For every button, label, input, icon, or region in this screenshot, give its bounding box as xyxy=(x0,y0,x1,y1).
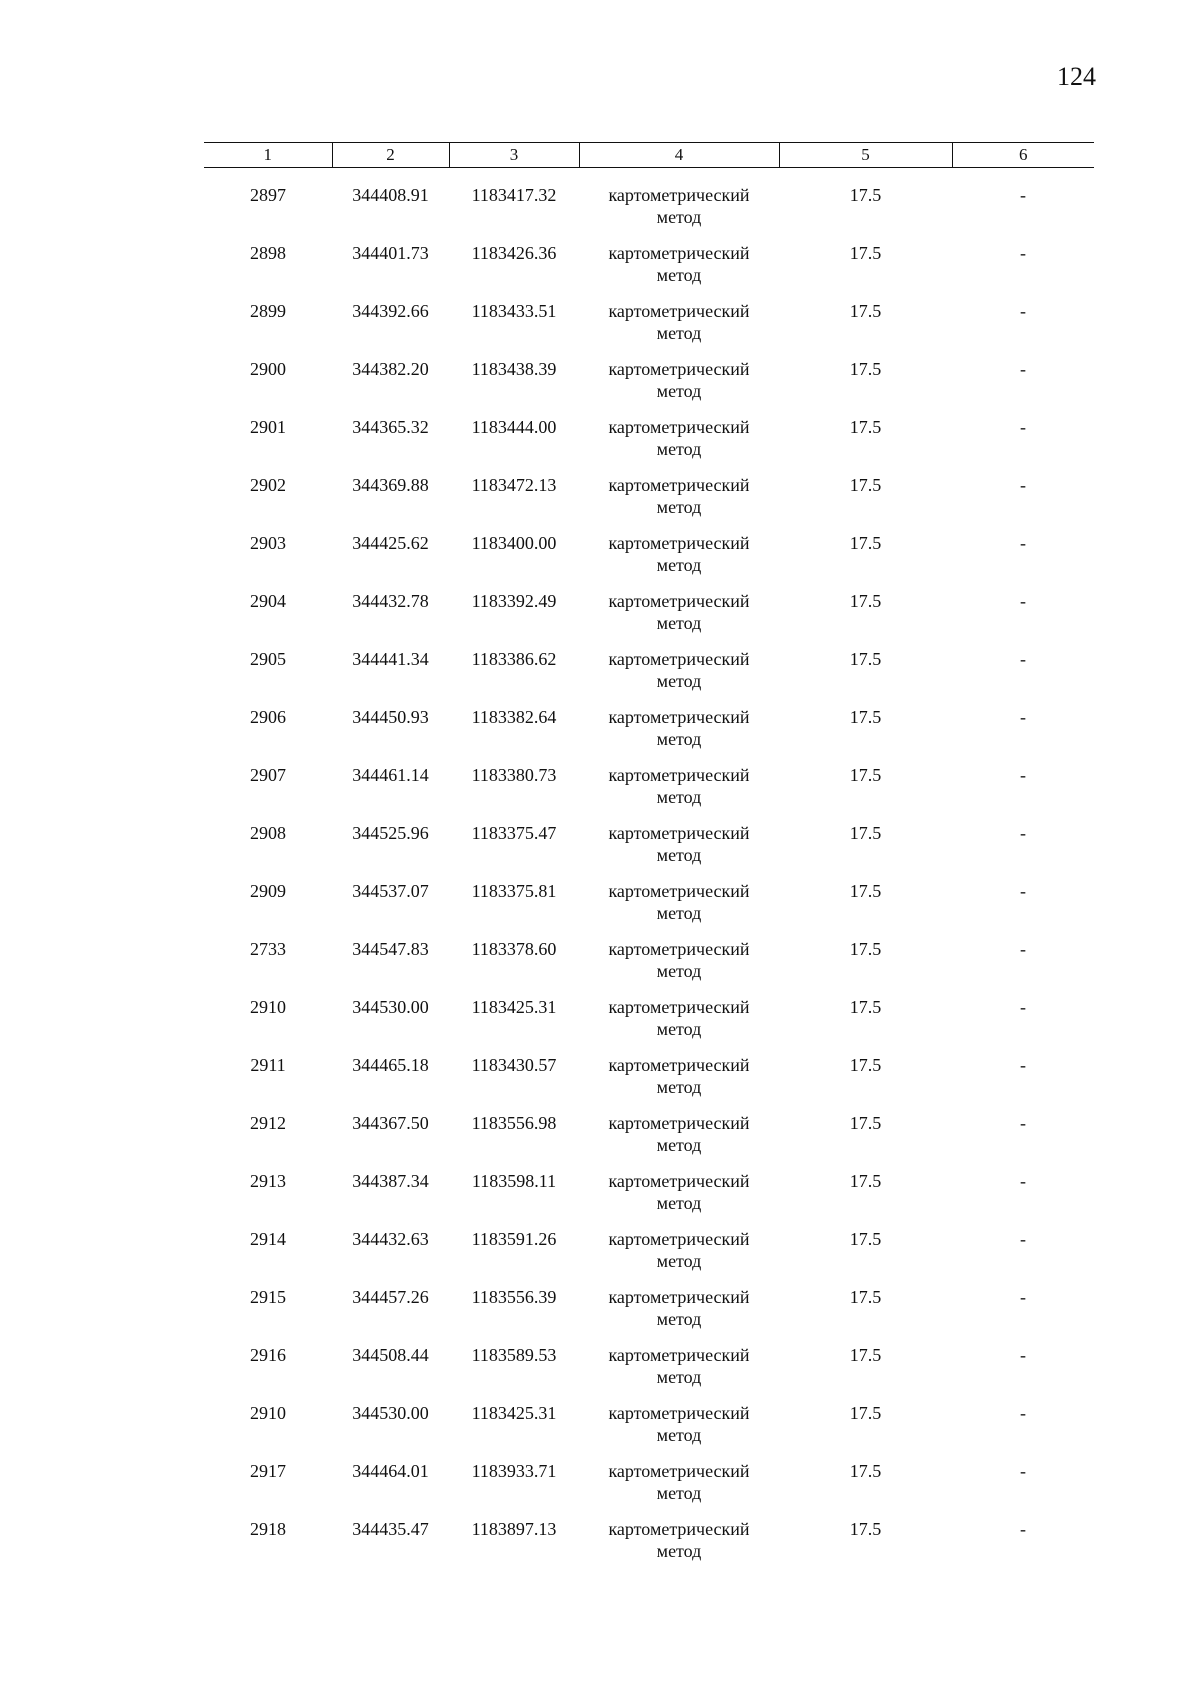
table-row xyxy=(204,242,1094,300)
method-line-2: метод xyxy=(656,903,702,923)
method-cell xyxy=(579,1112,779,1170)
x-coordinate-cell: 344365.32 xyxy=(352,417,429,437)
x-coordinate-cell: 344441.34 xyxy=(352,649,429,669)
method-cell xyxy=(579,1054,779,1112)
accuracy-cell: 17.5 xyxy=(849,881,882,901)
table-row xyxy=(204,1054,1094,1112)
point-number-cell: 2913 xyxy=(250,1171,286,1191)
table-row xyxy=(204,996,1094,1054)
accuracy-cell: 17.5 xyxy=(849,185,882,205)
method-cell xyxy=(579,358,779,416)
note-cell: - xyxy=(1020,881,1026,901)
method-line-2: метод xyxy=(656,323,702,343)
y-coordinate-cell: 1183472.13 xyxy=(471,475,557,495)
note-cell: - xyxy=(1020,997,1026,1017)
method-line-1: картометрический xyxy=(608,1403,750,1423)
method-cell xyxy=(579,1228,779,1286)
method-cell xyxy=(579,300,779,358)
note-cell: - xyxy=(1020,417,1026,437)
method-cell xyxy=(579,168,779,243)
note-cell: - xyxy=(1020,1461,1026,1481)
table-row xyxy=(204,590,1094,648)
coordinates-table xyxy=(204,142,1094,1576)
method-line-1: картометрический xyxy=(608,533,750,553)
x-coordinate-cell: 344367.50 xyxy=(352,1113,429,1133)
method-line-2: метод xyxy=(656,1135,702,1155)
point-number-cell: 2733 xyxy=(250,939,286,959)
accuracy-cell: 17.5 xyxy=(849,939,882,959)
table-row xyxy=(204,880,1094,938)
method-cell xyxy=(579,880,779,938)
method-line-2: метод xyxy=(656,787,702,807)
accuracy-cell: 17.5 xyxy=(849,1403,882,1423)
method-cell xyxy=(579,532,779,590)
accuracy-cell: 17.5 xyxy=(849,533,882,553)
accuracy-cell: 17.5 xyxy=(849,1113,882,1133)
x-coordinate-cell: 344432.78 xyxy=(352,591,429,611)
method-line-2: метод xyxy=(656,961,702,981)
table-row xyxy=(204,1286,1094,1344)
accuracy-cell: 17.5 xyxy=(849,707,882,727)
note-cell: - xyxy=(1020,243,1026,263)
method-line-1: картометрический xyxy=(608,707,750,727)
table-row xyxy=(204,1518,1094,1576)
accuracy-cell: 17.5 xyxy=(849,1171,882,1191)
x-coordinate-cell: 344401.73 xyxy=(352,243,429,263)
accuracy-cell: 17.5 xyxy=(849,1287,882,1307)
accuracy-cell: 17.5 xyxy=(849,765,882,785)
note-cell: - xyxy=(1020,939,1026,959)
page-number: 124 xyxy=(1057,62,1096,91)
method-line-1: картометрический xyxy=(608,997,750,1017)
method-cell xyxy=(579,416,779,474)
accuracy-cell: 17.5 xyxy=(849,1461,882,1481)
y-coordinate-cell: 1183598.11 xyxy=(471,1171,557,1191)
note-cell: - xyxy=(1020,823,1026,843)
x-coordinate-cell: 344457.26 xyxy=(352,1287,429,1307)
method-cell xyxy=(579,648,779,706)
table-row xyxy=(204,1170,1094,1228)
x-coordinate-cell: 344547.83 xyxy=(352,939,429,959)
method-line-2: метод xyxy=(656,1425,702,1445)
note-cell: - xyxy=(1020,1113,1026,1133)
y-coordinate-cell: 1183386.62 xyxy=(471,649,557,669)
method-cell xyxy=(579,1460,779,1518)
method-line-2: метод xyxy=(656,1367,702,1387)
method-line-1: картометрический xyxy=(608,417,750,437)
column-header-3: 3 xyxy=(449,143,579,168)
note-cell: - xyxy=(1020,301,1026,321)
x-coordinate-cell: 344464.01 xyxy=(352,1461,429,1481)
x-coordinate-cell: 344432.63 xyxy=(352,1229,429,1249)
y-coordinate-cell: 1183425.31 xyxy=(471,1403,557,1423)
accuracy-cell: 17.5 xyxy=(849,417,882,437)
column-header-1: 1 xyxy=(204,143,332,168)
method-line-2: метод xyxy=(656,1251,702,1271)
method-cell xyxy=(579,822,779,880)
method-line-1: картометрический xyxy=(608,1345,750,1365)
point-number-cell: 2914 xyxy=(250,1229,286,1249)
method-line-1: картометрический xyxy=(608,649,750,669)
accuracy-cell: 17.5 xyxy=(849,243,882,263)
y-coordinate-cell: 1183380.73 xyxy=(471,765,557,785)
method-cell xyxy=(579,474,779,532)
method-cell xyxy=(579,1402,779,1460)
table-header xyxy=(204,143,1094,168)
note-cell: - xyxy=(1020,1403,1026,1423)
point-number-cell: 2906 xyxy=(250,707,286,727)
method-line-2: метод xyxy=(656,439,702,459)
method-line-2: метод xyxy=(656,381,702,401)
accuracy-cell: 17.5 xyxy=(849,475,882,495)
accuracy-cell: 17.5 xyxy=(849,1345,882,1365)
table-row xyxy=(204,474,1094,532)
method-line-1: картометрический xyxy=(608,823,750,843)
accuracy-cell: 17.5 xyxy=(849,1055,882,1075)
point-number-cell: 2912 xyxy=(250,1113,286,1133)
x-coordinate-cell: 344465.18 xyxy=(352,1055,429,1075)
point-number-cell: 2908 xyxy=(250,823,286,843)
column-header-6: 6 xyxy=(952,143,1094,168)
column-header-4: 4 xyxy=(579,143,779,168)
method-line-1: картометрический xyxy=(608,1055,750,1075)
method-cell xyxy=(579,1170,779,1228)
accuracy-cell: 17.5 xyxy=(849,649,882,669)
x-coordinate-cell: 344369.88 xyxy=(352,475,429,495)
table-row xyxy=(204,358,1094,416)
table-row xyxy=(204,416,1094,474)
note-cell: - xyxy=(1020,1229,1026,1249)
accuracy-cell: 17.5 xyxy=(849,823,882,843)
y-coordinate-cell: 1183425.31 xyxy=(471,997,557,1017)
table-row xyxy=(204,706,1094,764)
point-number-cell: 2911 xyxy=(250,1055,286,1075)
method-cell xyxy=(579,938,779,996)
method-cell xyxy=(579,1344,779,1402)
x-coordinate-cell: 344530.00 xyxy=(352,1403,429,1423)
method-line-1: картометрический xyxy=(608,1287,750,1307)
method-line-2: метод xyxy=(656,613,702,633)
method-line-1: картометрический xyxy=(608,1461,750,1481)
table-row xyxy=(204,532,1094,590)
point-number-cell: 2900 xyxy=(250,359,286,379)
method-cell xyxy=(579,764,779,822)
method-line-1: картометрический xyxy=(608,1519,750,1539)
method-line-1: картометрический xyxy=(608,591,750,611)
y-coordinate-cell: 1183897.13 xyxy=(471,1519,557,1539)
method-cell xyxy=(579,590,779,648)
table-row xyxy=(204,1402,1094,1460)
x-coordinate-cell: 344450.93 xyxy=(352,707,429,727)
y-coordinate-cell: 1183392.49 xyxy=(471,591,557,611)
x-coordinate-cell: 344461.14 xyxy=(352,765,429,785)
point-number-cell: 2907 xyxy=(250,765,286,785)
method-line-1: картометрический xyxy=(608,1171,750,1191)
note-cell: - xyxy=(1020,533,1026,553)
method-line-1: картометрический xyxy=(608,881,750,901)
y-coordinate-cell: 1183556.39 xyxy=(471,1287,557,1307)
y-coordinate-cell: 1183438.39 xyxy=(471,359,557,379)
x-coordinate-cell: 344425.62 xyxy=(352,533,429,553)
note-cell: - xyxy=(1020,591,1026,611)
table-row xyxy=(204,300,1094,358)
accuracy-cell: 17.5 xyxy=(849,1519,882,1539)
table-row xyxy=(204,1344,1094,1402)
point-number-cell: 2902 xyxy=(250,475,286,495)
note-cell: - xyxy=(1020,1055,1026,1075)
table-row xyxy=(204,822,1094,880)
point-number-cell: 2910 xyxy=(250,997,286,1017)
point-number-cell: 2916 xyxy=(250,1345,286,1365)
note-cell: - xyxy=(1020,765,1026,785)
y-coordinate-cell: 1183556.98 xyxy=(471,1113,557,1133)
point-number-cell: 2897 xyxy=(250,185,286,205)
method-line-2: метод xyxy=(656,1019,702,1039)
column-header-5: 5 xyxy=(779,143,952,168)
table-row xyxy=(204,938,1094,996)
note-cell: - xyxy=(1020,1345,1026,1365)
y-coordinate-cell: 1183400.00 xyxy=(471,533,557,553)
y-coordinate-cell: 1183430.57 xyxy=(471,1055,557,1075)
accuracy-cell: 17.5 xyxy=(849,1229,882,1249)
note-cell: - xyxy=(1020,1287,1026,1307)
method-line-1: картометрический xyxy=(608,185,750,205)
note-cell: - xyxy=(1020,707,1026,727)
method-cell xyxy=(579,1518,779,1576)
note-cell: - xyxy=(1020,1171,1026,1191)
table-row xyxy=(204,764,1094,822)
method-line-2: метод xyxy=(656,265,702,285)
header-row xyxy=(204,143,1094,168)
y-coordinate-cell: 1183444.00 xyxy=(471,417,557,437)
y-coordinate-cell: 1183382.64 xyxy=(471,707,557,727)
point-number-cell: 2899 xyxy=(250,301,286,321)
x-coordinate-cell: 344537.07 xyxy=(352,881,429,901)
x-coordinate-cell: 344382.20 xyxy=(352,359,429,379)
method-line-2: метод xyxy=(656,1483,702,1503)
x-coordinate-cell: 344530.00 xyxy=(352,997,429,1017)
method-line-2: метод xyxy=(656,845,702,865)
point-number-cell: 2918 xyxy=(250,1519,286,1539)
x-coordinate-cell: 344525.96 xyxy=(352,823,429,843)
point-number-cell: 2915 xyxy=(250,1287,286,1307)
method-line-1: картометрический xyxy=(608,1229,750,1249)
point-number-cell: 2903 xyxy=(250,533,286,553)
point-number-cell: 2904 xyxy=(250,591,286,611)
y-coordinate-cell: 1183378.60 xyxy=(471,939,557,959)
table-body xyxy=(204,168,1094,1577)
y-coordinate-cell: 1183933.71 xyxy=(471,1461,557,1481)
x-coordinate-cell: 344387.34 xyxy=(352,1171,429,1191)
x-coordinate-cell: 344408.91 xyxy=(352,185,429,205)
method-cell xyxy=(579,242,779,300)
method-line-2: метод xyxy=(656,671,702,691)
y-coordinate-cell: 1183589.53 xyxy=(471,1345,557,1365)
y-coordinate-cell: 1183417.32 xyxy=(471,185,557,205)
y-coordinate-cell: 1183433.51 xyxy=(471,301,557,321)
method-line-1: картометрический xyxy=(608,1113,750,1133)
method-line-1: картометрический xyxy=(608,243,750,263)
method-line-2: метод xyxy=(656,729,702,749)
x-coordinate-cell: 344392.66 xyxy=(352,301,429,321)
method-cell xyxy=(579,996,779,1054)
method-line-2: метод xyxy=(656,207,702,227)
method-line-1: картометрический xyxy=(608,939,750,959)
note-cell: - xyxy=(1020,649,1026,669)
table-row xyxy=(204,648,1094,706)
method-line-1: картометрический xyxy=(608,301,750,321)
note-cell: - xyxy=(1020,185,1026,205)
note-cell: - xyxy=(1020,359,1026,379)
accuracy-cell: 17.5 xyxy=(849,301,882,321)
method-cell xyxy=(579,706,779,764)
method-cell xyxy=(579,1286,779,1344)
accuracy-cell: 17.5 xyxy=(849,997,882,1017)
coordinates-table-wrapper xyxy=(204,142,1094,1576)
table-row xyxy=(204,1460,1094,1518)
method-line-2: метод xyxy=(656,497,702,517)
method-line-1: картометрический xyxy=(608,359,750,379)
method-line-2: метод xyxy=(656,1309,702,1329)
table-row xyxy=(204,168,1094,243)
accuracy-cell: 17.5 xyxy=(849,591,882,611)
point-number-cell: 2898 xyxy=(250,243,286,263)
table-row xyxy=(204,1112,1094,1170)
point-number-cell: 2905 xyxy=(250,649,286,669)
point-number-cell: 2910 xyxy=(250,1403,286,1423)
note-cell: - xyxy=(1020,1519,1026,1539)
note-cell: - xyxy=(1020,475,1026,495)
method-line-2: метод xyxy=(656,1077,702,1097)
x-coordinate-cell: 344508.44 xyxy=(352,1345,429,1365)
point-number-cell: 2909 xyxy=(250,881,286,901)
accuracy-cell: 17.5 xyxy=(849,359,882,379)
point-number-cell: 2901 xyxy=(250,417,286,437)
method-line-1: картометрический xyxy=(608,765,750,785)
y-coordinate-cell: 1183426.36 xyxy=(471,243,557,263)
method-line-2: метод xyxy=(656,1193,702,1213)
point-number-cell: 2917 xyxy=(250,1461,286,1481)
column-header-2: 2 xyxy=(332,143,449,168)
y-coordinate-cell: 1183375.81 xyxy=(471,881,557,901)
x-coordinate-cell: 344435.47 xyxy=(352,1519,429,1539)
method-line-2: метод xyxy=(656,1541,702,1561)
method-line-1: картометрический xyxy=(608,475,750,495)
y-coordinate-cell: 1183591.26 xyxy=(471,1229,557,1249)
y-coordinate-cell: 1183375.47 xyxy=(471,823,557,843)
method-line-2: метод xyxy=(656,555,702,575)
table-row xyxy=(204,1228,1094,1286)
